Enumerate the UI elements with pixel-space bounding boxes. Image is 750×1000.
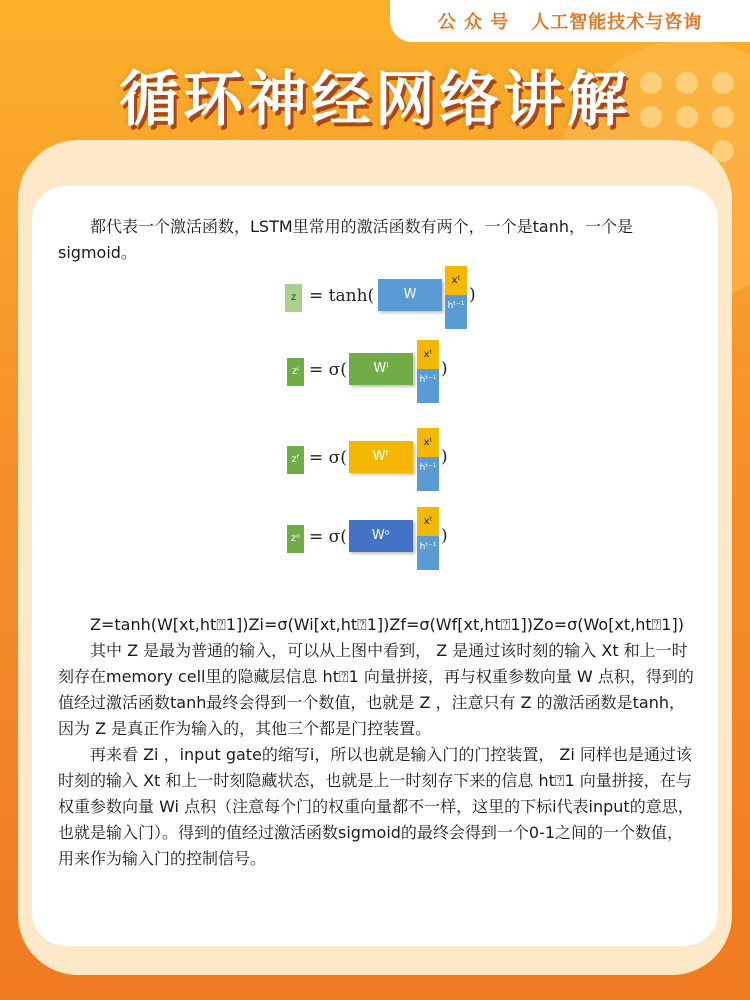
close-paren: ) [441, 447, 448, 467]
zi-box: zⁱ [287, 358, 304, 386]
close-paren: ) [441, 359, 448, 379]
formula-operator: = σ( [309, 360, 347, 380]
account-tag [390, 0, 750, 42]
x-box: xᵗ [417, 507, 439, 536]
h-box: hᵗ⁻¹ [445, 295, 467, 329]
formula-zo [287, 507, 457, 571]
z-explanation-paragraph: 其中 Z 是最为普通的输入，可以从上图中看到， Z 是通过该时刻的输入 Xt 和上一时刻存在memory cell里的隐藏层信息 ht⍰1 向量拼接，再与权重参数向量 W 点积，得到的值经过激活函数tanh最终会得到一个数值，也就是 Z ，注意只有 Z 的激活函数是tanh，因为 Z 是真正作为输入的，其他三个都是门控装置。 [58, 641, 694, 738]
account-tag-name: 人工智能技术与咨询 [531, 12, 703, 33]
weight-box: Wⁱ [349, 353, 413, 385]
intro-paragraph: 都代表一个激活函数，LSTM里常用的激活函数有两个，一个是tanh，一个是sigmoid。 [58, 217, 634, 262]
formula-operator: = σ( [309, 527, 347, 547]
zi-explanation-paragraph: 再来看 Zi ，input gate的缩写i，所以也就是输入门的门控装置， Zi 同样也是通过该时刻的输入 Xt 和上一时刻隐藏状态，也就是上一时刻存下来的信息 ht⍰1 向量拼接，在与权重参数向量 Wi 点积（注意每个门的权重向量都不一样，这里的下标i代表input的意思，也就是输入门）。得到的值经过激活函数sigmoid的最终会得到一个0-1之间的一个数值，用来作为输入门的控制信号。 [58, 745, 694, 868]
formula-zf [287, 428, 457, 492]
page-title: 循环神经网络讲解 [119, 65, 631, 135]
close-paren: ) [469, 285, 476, 305]
formula-zi [287, 340, 457, 404]
formula-line: Z=tanh(W[xt,ht⍰1])Zi=σ(Wi[xt,ht⍰1])Zf=σ(Wf[xt,ht⍰1])Zo=σ(Wo[xt,ht⍰1]) [90, 615, 684, 634]
x-box: xᵗ [417, 340, 439, 369]
weight-box: Wᵒ [349, 520, 413, 552]
body-text [58, 612, 694, 872]
zo-box: zᵒ [287, 525, 304, 553]
x-box: xᵗ [417, 428, 439, 457]
weight-box: Wᶠ [349, 441, 413, 473]
h-box: hᵗ⁻¹ [417, 457, 439, 491]
close-paren: ) [441, 526, 448, 546]
zf-box: zᶠ [287, 446, 304, 474]
account-tag-prefix: 公 众 号 [437, 12, 510, 33]
h-box: hᵗ⁻¹ [417, 536, 439, 570]
z-box: z [285, 284, 302, 312]
formula-operator: = σ( [309, 448, 347, 468]
formula-z [285, 266, 485, 330]
weight-box: W [378, 279, 442, 311]
h-box: hᵗ⁻¹ [417, 369, 439, 403]
x-box: xᵗ [445, 266, 467, 295]
formula-operator: = tanh( [309, 286, 375, 306]
